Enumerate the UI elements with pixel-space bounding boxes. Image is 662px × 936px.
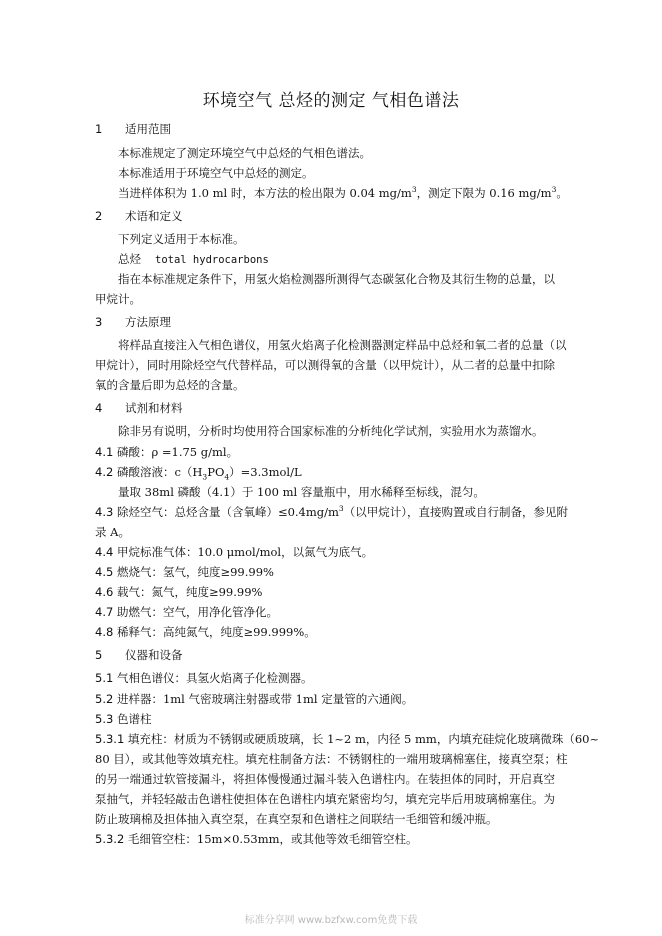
section-1-title: 适用范围 (125, 122, 171, 136)
clause-4-7-number: 4.7 (95, 605, 114, 619)
s3-line-1: 将样品直接注入气相色谱仪，用氢火焰离子化检测器测定样品中总烃和氧二者的总量（以 (118, 338, 567, 352)
clause-4-5-text: 燃烧气：氢气，纯度≥99.99% (116, 565, 274, 579)
clause-4-4-number: 4.4 (95, 545, 114, 559)
clause-4-3-line-2: 录 A。 (95, 525, 130, 539)
clause-4-3-sup: 3 (338, 504, 344, 514)
s1-p3-sup-1: 3 (411, 185, 417, 195)
clause-4-2-part-b: PO (207, 465, 225, 479)
clause-5-3-1-line-5: 防止玻璃棉及担体抽入真空泵，在真空泵和色谱柱之间联结一毛细管和缓冲瓶。 (95, 812, 498, 826)
section-3-heading (95, 314, 171, 330)
clause-4-2 (95, 464, 302, 480)
clause-4-7 (95, 604, 278, 620)
clause-4-6 (95, 584, 262, 600)
s2-term-cn: 总烃 (118, 252, 141, 266)
s1-paragraph-3 (118, 185, 568, 201)
clause-5-2 (95, 691, 413, 707)
footer-watermark: 标准分享网 www.bzfxw.com免费下载 (244, 915, 418, 926)
s1-p3-part-b: ，测定下限为 0.16 mg/m (416, 186, 552, 200)
clause-5-3-1-line-4: 泵抽气，并轻轻敲击色谱柱使担体在色谱柱内填充紧密均匀，填充完毕后用玻璃棉塞住。为 (95, 792, 555, 806)
clause-4-6-text: 载气：氮气，纯度≥99.99% (116, 585, 263, 599)
s1-paragraph-1: 本标准规定了测定环境空气中总烃的气相色谱法。 (118, 146, 371, 160)
clause-4-2-sub-1: 3 (202, 472, 208, 482)
clause-5-2-text: 进样器：1ml 气密玻璃注射器或带 1ml 定量管的六通阀。 (116, 692, 414, 706)
s1-p3-part-c: 。 (556, 186, 568, 200)
clause-5-1 (95, 670, 312, 686)
clause-4-3-part-a: 除烃空气：总烃含量（含氧峰）≤0.4mg/m (116, 505, 339, 519)
clause-4-1-number: 4.1 (95, 445, 114, 459)
clause-4-2-procedure: 量取 38ml 磷酸（4.1）于 100 ml 容量瓶中，用水稀释至标线，混匀。 (118, 485, 485, 499)
clause-4-2-sub-2: 4 (224, 472, 230, 482)
clause-4-8-number: 4.8 (95, 625, 114, 639)
clause-4-2-number: 4.2 (95, 465, 114, 479)
clause-4-4 (95, 544, 373, 560)
clause-4-3-part-b: （以甲烷计），直接购置或自行制备，参见附 (343, 505, 568, 519)
clause-4-2-part-c: ）=3.3mol/L (229, 465, 302, 479)
clause-4-6-number: 4.6 (95, 585, 114, 599)
s2-term-en: total hydrocarbons (155, 254, 269, 266)
section-3-title: 方法原理 (125, 315, 171, 329)
clause-4-1-text: 磷酸：ρ =1.75 g/ml。 (116, 445, 239, 459)
section-2-heading (95, 208, 183, 224)
s3-line-3: 氧的含量后即为总烃的含量。 (95, 378, 245, 392)
clause-5-3-text: 色谱柱 (116, 712, 152, 726)
section-2-title: 术语和定义 (125, 209, 183, 223)
clause-4-1 (95, 444, 238, 460)
section-4-title: 试剂和材料 (125, 401, 183, 415)
s1-p3-part-a: 当进样体积为 1.0 ml 时，本方法的检出限为 0.04 mg/m (118, 186, 412, 200)
s4-paragraph-1: 除非另有说明，分析时均使用符合国家标准的分析纯化学试剂，实验用水为蒸馏水。 (118, 424, 544, 438)
clause-5-3-1-number: 5.3.1 (95, 732, 125, 746)
clause-5-3-1-line-3: 的另一端通过软管接漏斗，将担体慢慢通过漏斗装入色谱柱内。在装担体的同时，开启真空 (95, 772, 555, 786)
s1-paragraph-2: 本标准适用于环境空气中总烃的测定。 (118, 166, 314, 180)
section-4-number: 4 (95, 401, 103, 415)
clause-5-1-text: 气相色谱仪：具氢火焰离子化检测器。 (116, 671, 313, 685)
section-2-number: 2 (95, 209, 103, 223)
clause-5-3-1-text-1: 填充柱：材质为不锈钢或硬质玻璃，长 1~2 m，内径 5 mm，内填充硅烷化玻璃微珠（60~ (127, 732, 600, 746)
section-3-number: 3 (95, 315, 103, 329)
s2-paragraph-1: 下列定义适用于本标准。 (118, 232, 245, 246)
clause-4-5 (95, 564, 274, 580)
clause-5-3-number: 5.3 (95, 712, 114, 726)
clause-4-8 (95, 624, 316, 640)
clause-5-3-2-text: 毛细管空柱：15m×0.53mm，或其他等效毛细管空柱。 (127, 832, 418, 846)
clause-4-2-part-a: 磷酸溶液：c（H (116, 465, 203, 479)
clause-5-3-2-number: 5.3.2 (95, 832, 125, 846)
s2-term (118, 251, 269, 268)
section-1-number: 1 (95, 122, 103, 136)
clause-5-3 (95, 711, 151, 727)
clause-4-5-number: 4.5 (95, 565, 114, 579)
clause-5-3-1-line-2: 80 目），或其他等效填充柱。填充柱制备方法：不锈钢柱的一端用玻璃棉塞住，接真空泵；柱 (95, 752, 568, 766)
clause-4-3-number: 4.3 (95, 505, 114, 519)
clause-4-4-text: 甲烷标准气体：10.0 μmol/mol，以氮气为底气。 (116, 545, 374, 559)
clause-4-3 (95, 504, 568, 520)
s1-p3-sup-2: 3 (551, 185, 557, 195)
s2-definition-line-1: 指在本标准规定条件下，用氢火焰检测器所测得气态碳氢化合物及其衍生物的总量，以 (118, 272, 555, 286)
s3-line-2: 甲烷计），同时用除烃空气代替样品，可以测得氧的含量（以甲烷计），从二者的总量中扣除 (95, 358, 555, 372)
section-5-number: 5 (95, 648, 103, 662)
clause-5-1-number: 5.1 (95, 671, 114, 685)
clause-5-3-1-line-1 (95, 731, 599, 747)
section-5-heading (95, 647, 183, 663)
clause-5-3-2 (95, 831, 418, 847)
section-4-heading (95, 400, 183, 416)
document-title: 环境空气 总烃的测定 气相色谱法 (202, 91, 460, 111)
section-1-heading (95, 121, 171, 137)
s2-definition-line-2: 甲烷计。 (95, 292, 141, 306)
section-5-title: 仪器和设备 (125, 648, 183, 662)
clause-5-2-number: 5.2 (95, 692, 114, 706)
clause-4-8-text: 稀释气：高纯氮气，纯度≥99.999%。 (116, 625, 316, 639)
clause-4-7-text: 助燃气：空气，用净化管净化。 (116, 605, 278, 619)
